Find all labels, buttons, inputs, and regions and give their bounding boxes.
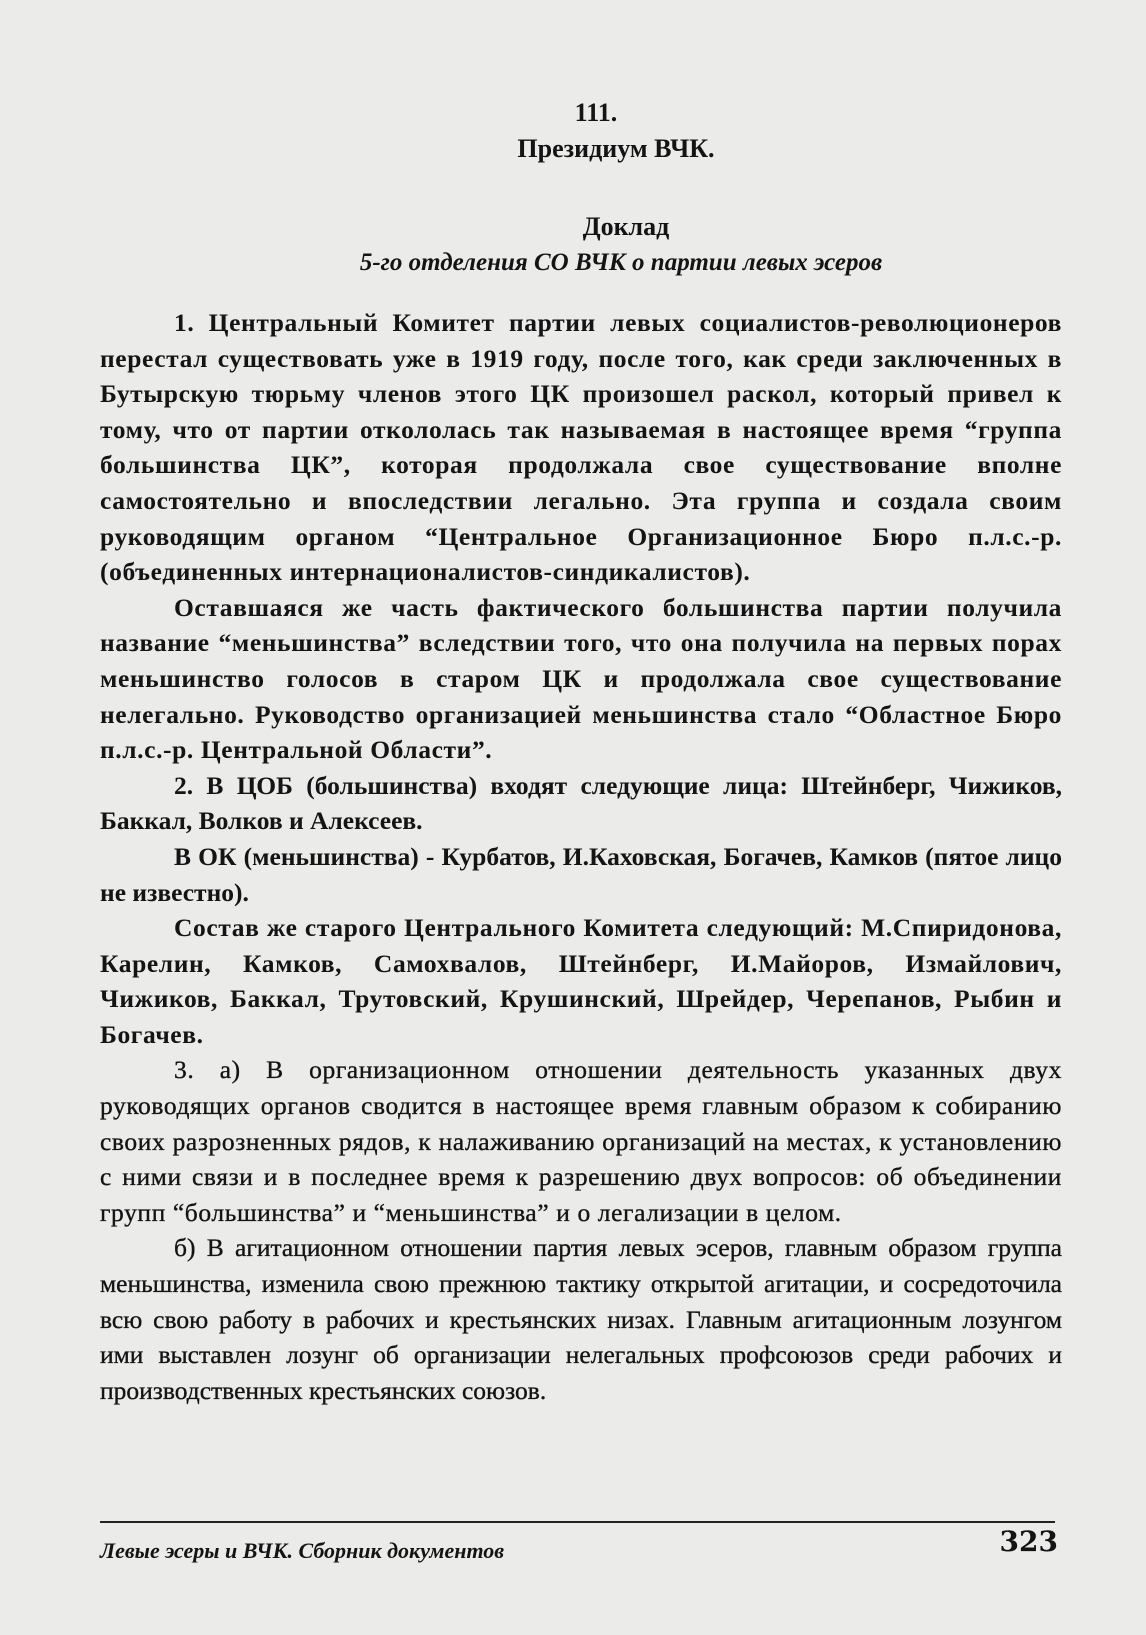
document-subtitle: 5-го отделения СО ВЧК о партии левых эсеров	[359, 249, 883, 276]
paragraph-4: В ОК (меньшинства) - Курбатов, И.Каховская, Богачев, Камков (пятое лицо не известно).	[100, 841, 1062, 907]
paragraph-5: Состав же старого Центрального Комитета следующий: М.Спиридонова, Карелин, Камков, Самохвалов, Штейнберг, И.Майоров, Измайлович, Чижиков, Баккал, Трутовский, Крушинский, Шрейдер, Черепанов, Рыбин и Богачев.	[100, 913, 1062, 1049]
paragraph-1: 1. Центральный Комитет партии левых социалистов-революционеров перестал существовать уже в 1919 году, после того, как среди заключенных в Бутырскую тюрьму членов этого ЦК произошел раскол, который привел к тому, что от партии откололась так называемая в настоящее время “группа большинства ЦК”, которая продолжала свое существование вполне самостоятельно и впоследствии легально. Эта группа и создала своим руководящим органом “Центральное Организационное Бюро п.л.с.-р. (объединенных интернационалистов-синдикалистов).	[100, 308, 1062, 587]
paragraph-3: 2. В ЦОБ (большинства) входят следующие лица: Штейнберг, Чижиков, Баккал, Волков и Алексеев.	[100, 770, 1062, 836]
document-type: Доклад	[582, 212, 670, 241]
paragraph-6: 3. а) В организационном отношении деятельность указанных двух руководящих органов сводится в настоящее время главным образом к собиранию своих разрозненных рядов, к налаживанию организаций на местах, к установлению с ними связи и в последнее время к разрешению двух вопросов: об объединении групп “большинства” и “меньшинства” и о легализации в целом.	[100, 1055, 1062, 1227]
document-content	[100, 95, 1062, 1408]
running-footer-title: Левые эсеры и ВЧК. Сборник документов	[100, 1538, 505, 1563]
document-organization: Президиум ВЧК.	[517, 134, 715, 163]
paragraph-2: Оставшаяся же часть фактического большинства партии получила название “меньшинства” вследствии того, что она получила на первых порах меньшинство голосов в старом ЦК и продолжала свое существование нелегально. Руководство организацией меньшинства стало “Областное Бюро п.л.с.-р. Центральной Области”.	[100, 592, 1062, 765]
document-number: 111.	[574, 98, 618, 127]
footer-divider	[100, 1521, 1055, 1523]
paragraph-7: б) В агитационном отношении партия левых эсеров, главным образом группа меньшинства, изменила свою прежнюю тактику открытой агитации, и сосредоточила всю свою работу в рабочих и крестьянских низах. Главным агитационным лозунгом ими выставлен лозунг об организации нелегальных профсоюзов среди рабочих и производственных крестьянских союзов.	[100, 1233, 1062, 1405]
page-number: 323	[999, 1525, 1058, 1558]
document-body	[100, 305, 1062, 1408]
